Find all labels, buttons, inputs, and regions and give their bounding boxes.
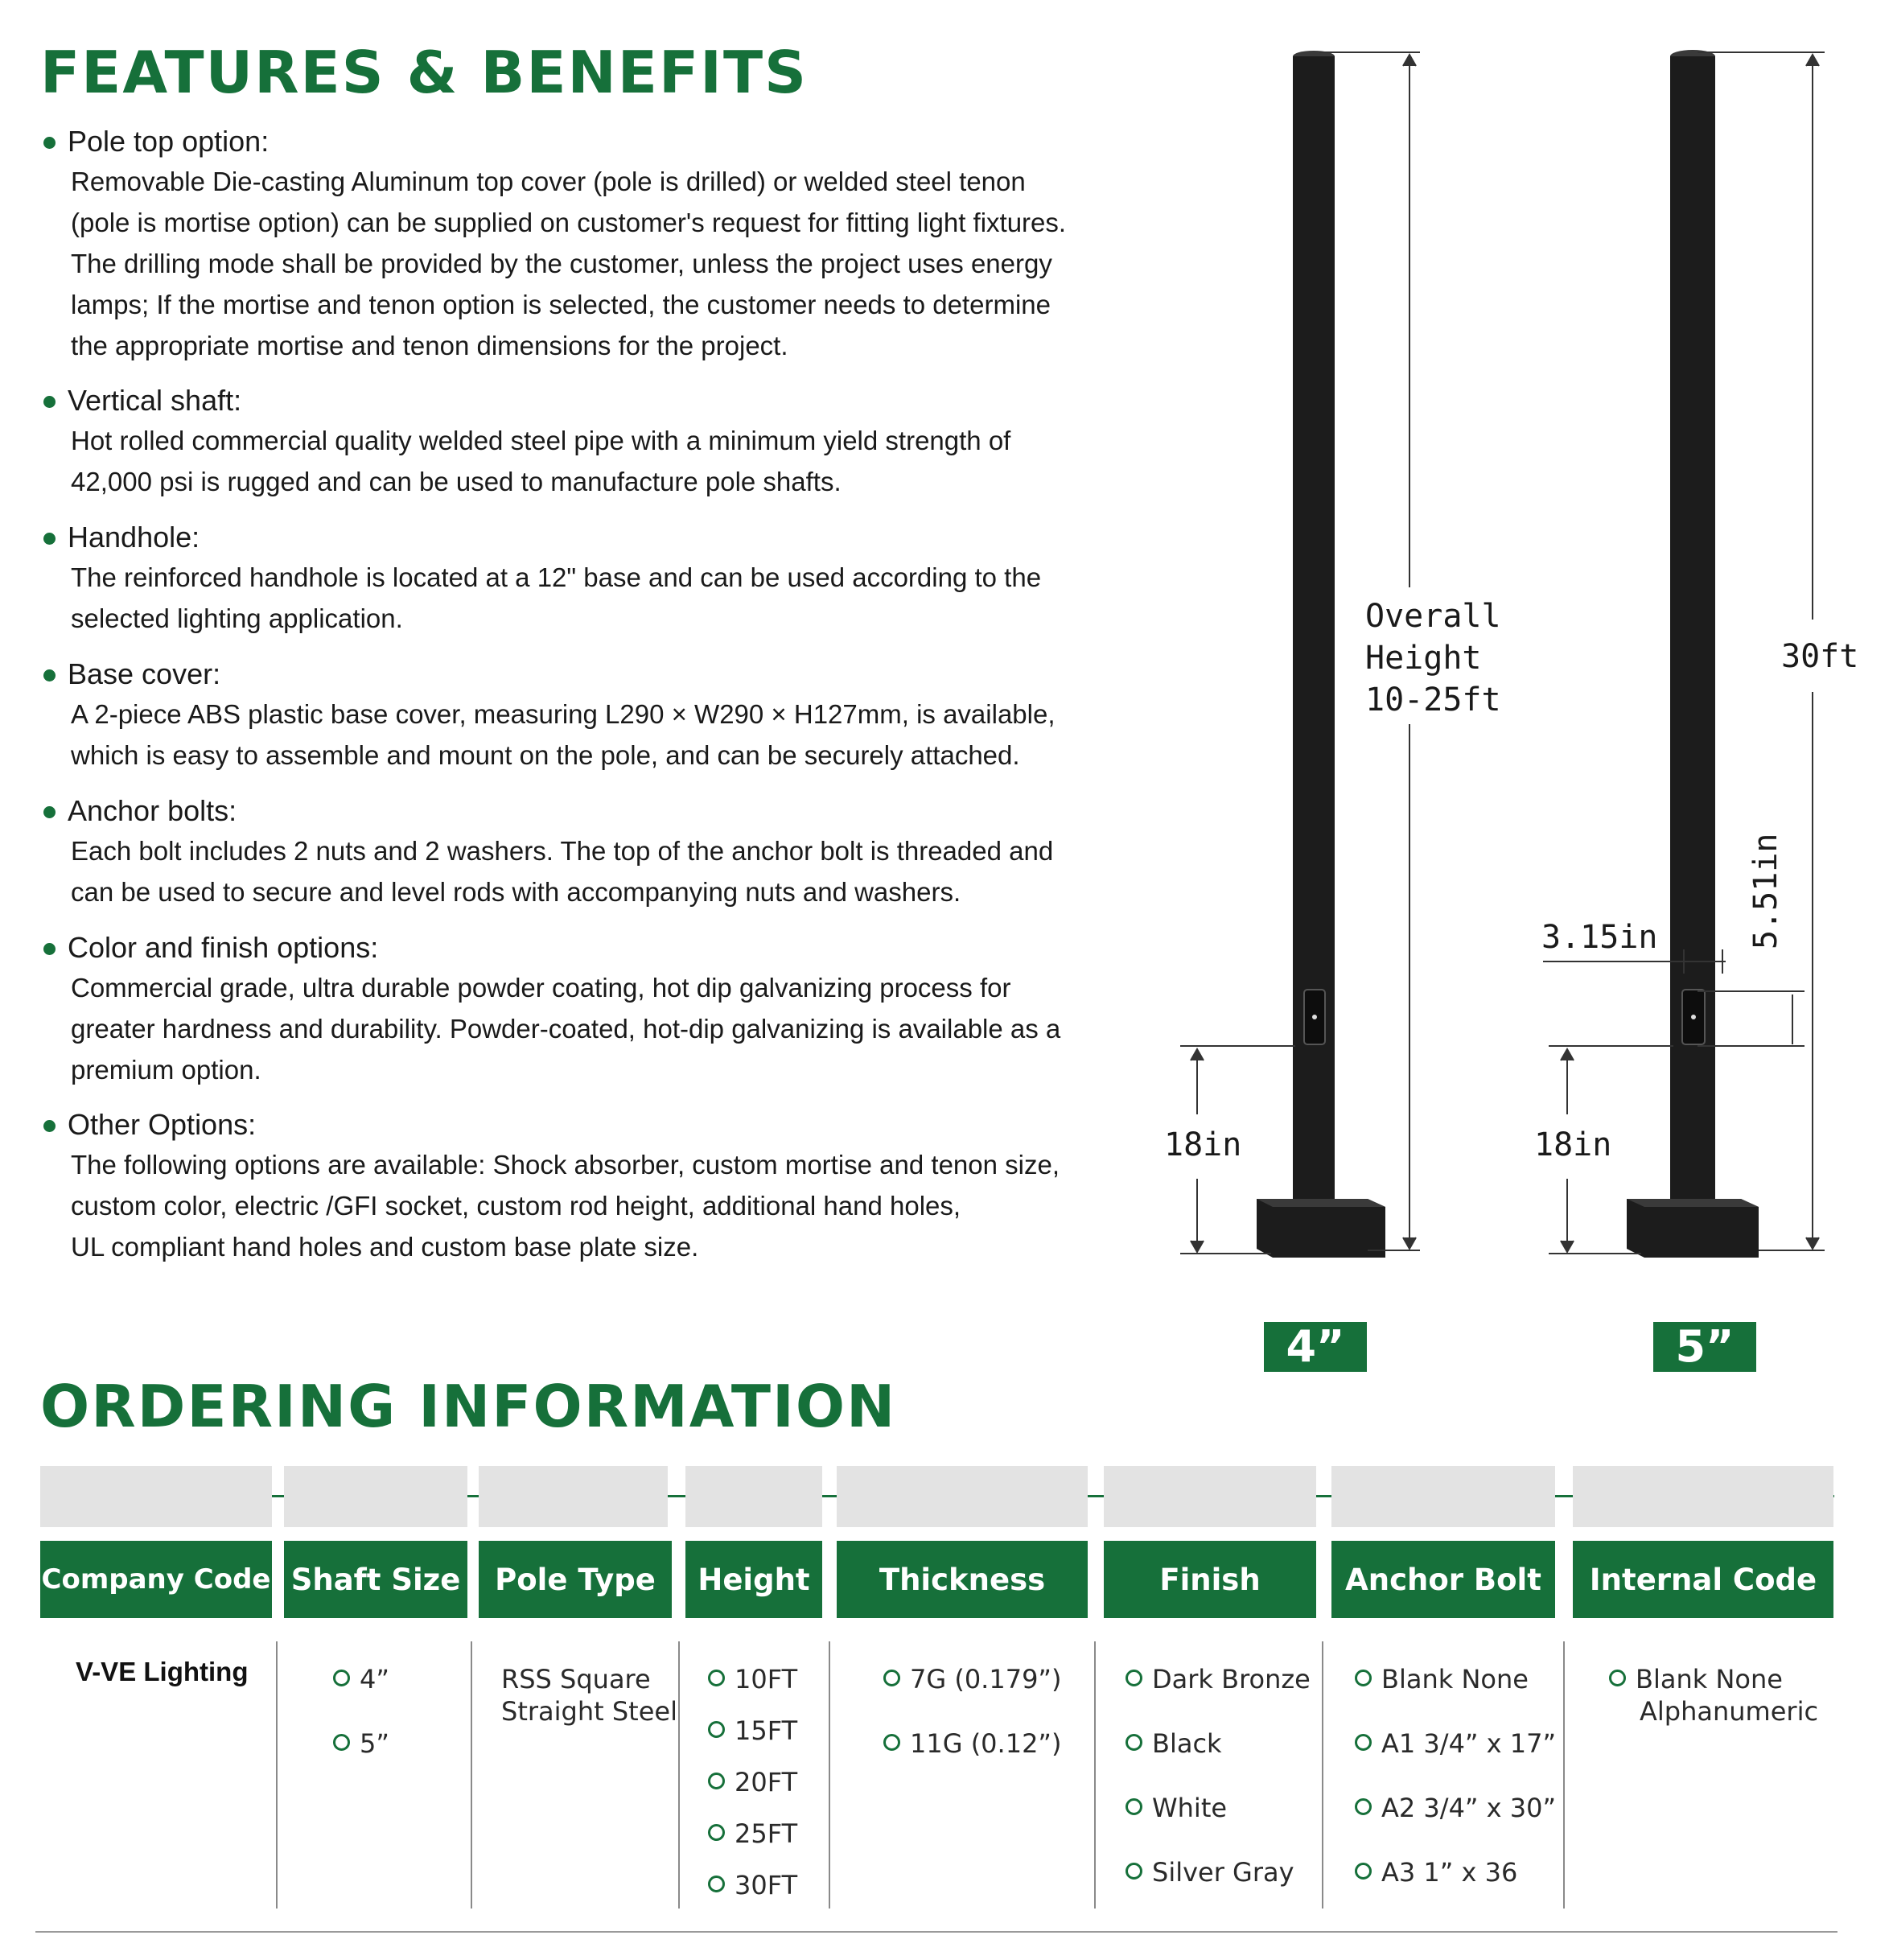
thickness-option-label: 7G (0.179”): [910, 1664, 1062, 1694]
feature-description-line: Each bolt includes 2 nuts and 2 washers. The top of the anchor bolt is threaded and: [71, 836, 1054, 866]
finish-option-label: Black: [1152, 1728, 1222, 1759]
anchor-bolt-option-label: A2 3/4” x 30”: [1381, 1793, 1557, 1823]
anchor-bolt-option[interactable]: [1355, 1856, 1517, 1888]
anchor-bolt-option[interactable]: [1355, 1792, 1556, 1824]
column-divider: [678, 1641, 680, 1909]
radio-circle-icon: [333, 1734, 350, 1751]
feature-description-line: Commercial grade, ultra durable powder coating, hot dip galvanizing process for: [71, 973, 1011, 1003]
feature-title: Base cover:: [68, 657, 221, 690]
column-divider: [1094, 1641, 1096, 1909]
feature-description-line: which is easy to assemble and mount on the pole, and can be securely attached.: [71, 740, 1020, 770]
column-divider: [471, 1641, 472, 1909]
height-option[interactable]: [708, 1715, 797, 1747]
pole-type-value: RSS Square Straight Steel: [501, 1664, 677, 1727]
pole-4-size-badge: 4”: [1264, 1322, 1367, 1372]
radio-circle-icon: [708, 1876, 725, 1892]
feature-title: Pole top option:: [68, 125, 270, 158]
anchor-bolt-option[interactable]: [1355, 1727, 1556, 1760]
feature-title: Color and finish options:: [68, 931, 379, 964]
height-option-label: 10FT: [735, 1664, 798, 1694]
header-company-code: Company Code: [40, 1541, 272, 1618]
radio-circle-icon: [708, 1721, 725, 1738]
feature-description-line: lamps; If the mortise and tenon option is selected, the customer needs to determine: [71, 290, 1051, 319]
pole-5-base-label: 18in: [1534, 1126, 1612, 1163]
code-box-height: [685, 1466, 822, 1527]
radio-circle-icon: [333, 1670, 350, 1686]
feature-description-line: The reinforced handhole is located at a 12" base and can be used according to the: [71, 562, 1042, 592]
finish-option[interactable]: [1126, 1727, 1222, 1760]
finish-option-label: Dark Bronze: [1152, 1664, 1311, 1694]
feature-description-line: premium option.: [71, 1055, 261, 1085]
radio-circle-icon: [708, 1773, 725, 1789]
pole-5-handhole-width-label: 3.15in: [1541, 919, 1658, 956]
shaft-size-option-label: 5”: [360, 1728, 389, 1759]
feature-description-line: UL compliant hand holes and custom base plate size.: [71, 1232, 699, 1262]
pole-4-height-label: Overall Height 10-25ft: [1365, 598, 1501, 719]
height-option-label: 20FT: [735, 1767, 798, 1797]
height-option-label: 15FT: [735, 1715, 798, 1746]
pole-5-size-badge: 5”: [1653, 1322, 1756, 1372]
height-option[interactable]: [708, 1869, 797, 1901]
column-divider: [829, 1641, 830, 1909]
feature-description-line: selected lighting application.: [71, 603, 403, 633]
feature-description-line: the appropriate mortise and tenon dimensions for the project.: [71, 331, 788, 360]
features-title: FEATURES & BENEFITS: [40, 39, 808, 106]
pole-5-handhole-height-label: 5.51in: [1747, 833, 1784, 949]
feature-description-line: The following options are available: Shock absorber, custom mortise and tenon size,: [71, 1150, 1060, 1180]
code-box-finish: [1104, 1466, 1316, 1527]
column-divider: [1563, 1641, 1565, 1909]
header-pole-type: Pole Type: [479, 1541, 672, 1618]
header-height: Height: [685, 1541, 822, 1618]
feature-description-line: can be used to secure and level rods with accompanying nuts and washers.: [71, 877, 961, 907]
internal-code-subvalue: Alphanumeric: [1640, 1696, 1819, 1727]
pole-5-height-label: 30ft: [1781, 638, 1859, 675]
height-option[interactable]: [708, 1663, 797, 1695]
height-option[interactable]: [708, 1766, 797, 1798]
finish-option[interactable]: [1126, 1663, 1311, 1695]
anchor-bolt-option-label: A1 3/4” x 17”: [1381, 1728, 1557, 1759]
feature-description-line: custom color, electric /GFI socket, custom rod height, additional hand holes,: [71, 1191, 961, 1221]
radio-circle-icon: [1355, 1670, 1372, 1686]
radio-circle-icon: [1126, 1670, 1142, 1686]
feature-description-line: (pole is mortise option) can be supplied on customer's request for fitting light fixtures.: [71, 208, 1067, 237]
feature-title: Anchor bolts:: [68, 794, 237, 827]
anchor-bolt-option[interactable]: [1355, 1663, 1529, 1695]
header-shaft-size: Shaft Size: [284, 1541, 467, 1618]
anchor-bolt-option-label: Blank None: [1381, 1664, 1529, 1694]
header-internal-code: Internal Code: [1573, 1541, 1833, 1618]
column-divider: [276, 1641, 278, 1909]
feature-title: Handhole:: [68, 521, 200, 554]
table-bottom-rule: [35, 1931, 1837, 1933]
radio-circle-icon: [708, 1670, 725, 1686]
radio-circle-icon: [1126, 1798, 1142, 1815]
anchor-bolt-option-label: A3 1” x 36: [1381, 1857, 1518, 1888]
feature-title: Vertical shaft:: [68, 384, 242, 417]
height-option-label: 25FT: [735, 1818, 798, 1849]
radio-circle-icon: [883, 1734, 900, 1751]
shaft-size-option[interactable]: [333, 1663, 389, 1695]
finish-option-label: White: [1152, 1793, 1228, 1823]
pole-4-base-label: 18in: [1164, 1126, 1242, 1163]
shaft-size-option-label: 4”: [360, 1664, 389, 1694]
feature-description-line: Hot rolled commercial quality welded steel pipe with a minimum yield strength of: [71, 426, 1011, 455]
radio-circle-icon: [1355, 1734, 1372, 1751]
finish-option-label: Silver Gray: [1152, 1857, 1294, 1888]
radio-circle-icon: [1126, 1734, 1142, 1751]
code-box-anchor: [1331, 1466, 1555, 1527]
height-option[interactable]: [708, 1818, 797, 1850]
feature-description-line: greater hardness and durability. Powder-coated, hot-dip galvanizing is available as a: [71, 1014, 1061, 1044]
feature-description-line: The drilling mode shall be provided by the customer, unless the project uses energy: [71, 249, 1052, 278]
radio-circle-icon: [1355, 1863, 1372, 1880]
code-box-company: [40, 1466, 272, 1527]
column-divider: [1322, 1641, 1323, 1909]
thickness-option[interactable]: [883, 1663, 1061, 1695]
company-code-value: V-VE Lighting: [76, 1657, 249, 1686]
feature-description-line: A 2-piece ABS plastic base cover, measuring L290 × W290 × H127mm, is available,: [71, 699, 1056, 729]
header-finish: Finish: [1104, 1541, 1316, 1618]
radio-circle-icon: [1355, 1798, 1372, 1815]
code-box-internal: [1573, 1466, 1833, 1527]
thickness-option-label: 11G (0.12”): [910, 1728, 1062, 1759]
code-box-pole-type: [479, 1466, 668, 1527]
height-option-label: 30FT: [735, 1870, 798, 1900]
feature-description-line: Removable Die-casting Aluminum top cover (pole is drilled) or welded steel tenon: [71, 167, 1026, 196]
header-anchor-bolt: Anchor Bolt: [1331, 1541, 1555, 1618]
radio-circle-icon: [708, 1824, 725, 1841]
finish-option[interactable]: [1126, 1856, 1294, 1888]
radio-circle-icon: [1126, 1863, 1142, 1880]
radio-circle-icon: [1609, 1670, 1626, 1686]
radio-circle-icon: [883, 1670, 900, 1686]
pole-5-drawing: [1627, 50, 1759, 1258]
finish-option[interactable]: [1126, 1792, 1227, 1824]
feature-title: Other Options:: [68, 1108, 257, 1141]
thickness-option[interactable]: [883, 1727, 1061, 1760]
shaft-size-option[interactable]: [333, 1727, 389, 1760]
code-box-shaft: [284, 1466, 467, 1527]
ordering-title: ORDERING INFORMATION: [40, 1373, 897, 1440]
feature-description-line: 42,000 psi is rugged and can be used to manufacture pole shafts.: [71, 467, 842, 496]
internal-code-option[interactable]: Blank None: [1609, 1663, 1783, 1695]
header-thickness: Thickness: [837, 1541, 1088, 1618]
code-box-thickness: [837, 1466, 1088, 1527]
